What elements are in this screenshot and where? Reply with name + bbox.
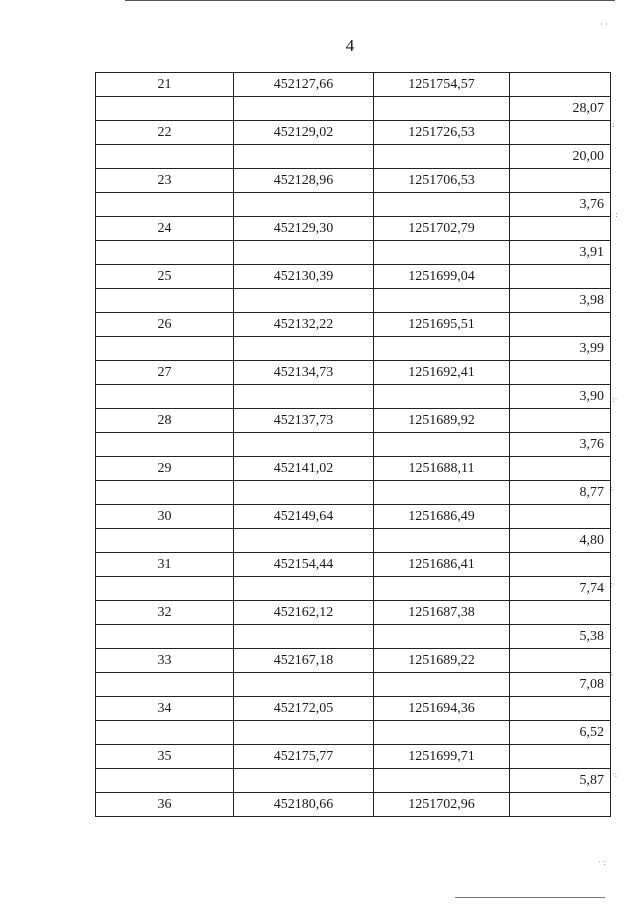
y-coordinate-cell [374, 433, 510, 457]
x-coordinate-cell: 452129,30 [234, 217, 374, 241]
point-number-cell: 34 [96, 697, 234, 721]
segment-length-cell: 5,87 [510, 769, 611, 793]
segment-length-cell: 5,38 [510, 625, 611, 649]
segment-length-cell [510, 745, 611, 769]
y-coordinate-cell: 1251689,22 [374, 649, 510, 673]
y-coordinate-cell: 1251686,49 [374, 505, 510, 529]
x-coordinate-cell [234, 721, 374, 745]
point-number-cell [96, 433, 234, 457]
segment-length-cell: 6,52 [510, 721, 611, 745]
segment-length-cell: 3,76 [510, 433, 611, 457]
table-row [96, 217, 611, 241]
point-number-cell: 22 [96, 121, 234, 145]
table-row [96, 409, 611, 433]
segment-length-cell [510, 361, 611, 385]
point-number-cell: 24 [96, 217, 234, 241]
coordinates-table [95, 72, 611, 817]
scan-speck: · · [600, 20, 608, 29]
segment-length-cell: 7,08 [510, 673, 611, 697]
table-row [96, 289, 611, 313]
x-coordinate-cell [234, 289, 374, 313]
table-row [96, 745, 611, 769]
table-row [96, 145, 611, 169]
table-row [96, 121, 611, 145]
table-row [96, 553, 611, 577]
y-coordinate-cell: 1251689,92 [374, 409, 510, 433]
x-coordinate-cell: 452129,02 [234, 121, 374, 145]
point-number-cell [96, 145, 234, 169]
x-coordinate-cell [234, 145, 374, 169]
table-row [96, 241, 611, 265]
segment-length-cell [510, 457, 611, 481]
y-coordinate-cell [374, 385, 510, 409]
segment-length-cell: 28,07 [510, 97, 611, 121]
table-row [96, 649, 611, 673]
point-number-cell: 23 [96, 169, 234, 193]
point-number-cell: 33 [96, 649, 234, 673]
x-coordinate-cell [234, 577, 374, 601]
point-number-cell [96, 97, 234, 121]
segment-length-cell [510, 553, 611, 577]
bottom-edge-line [455, 897, 605, 898]
table-row [96, 97, 611, 121]
scan-speck: : [612, 120, 615, 129]
x-coordinate-cell: 452128,96 [234, 169, 374, 193]
y-coordinate-cell: 1251702,96 [374, 793, 510, 817]
point-number-cell: 30 [96, 505, 234, 529]
segment-length-cell: 20,00 [510, 145, 611, 169]
segment-length-cell [510, 121, 611, 145]
segment-length-cell [510, 217, 611, 241]
x-coordinate-cell: 452134,73 [234, 361, 374, 385]
table-row [96, 169, 611, 193]
segment-length-cell: 3,98 [510, 289, 611, 313]
x-coordinate-cell [234, 673, 374, 697]
x-coordinate-cell [234, 193, 374, 217]
point-number-cell [96, 769, 234, 793]
segment-length-cell [510, 265, 611, 289]
table-row [96, 385, 611, 409]
x-coordinate-cell [234, 625, 374, 649]
x-coordinate-cell: 452172,05 [234, 697, 374, 721]
table-row [96, 769, 611, 793]
scan-speck: :· [610, 580, 616, 589]
scan-speck: ·: [612, 770, 618, 779]
y-coordinate-cell [374, 577, 510, 601]
y-coordinate-cell: 1251699,04 [374, 265, 510, 289]
x-coordinate-cell [234, 769, 374, 793]
segment-length-cell [510, 697, 611, 721]
segment-length-cell [510, 73, 611, 97]
table-row [96, 433, 611, 457]
point-number-cell [96, 289, 234, 313]
x-coordinate-cell: 452127,66 [234, 73, 374, 97]
segment-length-cell: 3,91 [510, 241, 611, 265]
segment-length-cell: 4,80 [510, 529, 611, 553]
point-number-cell [96, 337, 234, 361]
segment-length-cell [510, 505, 611, 529]
top-edge-line [125, 0, 615, 1]
scan-speck: · : [598, 858, 606, 867]
y-coordinate-cell [374, 193, 510, 217]
x-coordinate-cell: 452154,44 [234, 553, 374, 577]
y-coordinate-cell: 1251688,11 [374, 457, 510, 481]
y-coordinate-cell [374, 289, 510, 313]
segment-length-cell [510, 409, 611, 433]
y-coordinate-cell: 1251695,51 [374, 313, 510, 337]
x-coordinate-cell: 452180,66 [234, 793, 374, 817]
point-number-cell [96, 721, 234, 745]
y-coordinate-cell [374, 769, 510, 793]
table-row [96, 673, 611, 697]
coordinates-table-container [95, 72, 610, 817]
y-coordinate-cell: 1251726,53 [374, 121, 510, 145]
y-coordinate-cell [374, 241, 510, 265]
table-row [96, 625, 611, 649]
segment-length-cell [510, 601, 611, 625]
point-number-cell: 21 [96, 73, 234, 97]
point-number-cell: 36 [96, 793, 234, 817]
point-number-cell [96, 625, 234, 649]
point-number-cell [96, 673, 234, 697]
x-coordinate-cell [234, 529, 374, 553]
page-number: 4 [345, 36, 355, 55]
x-coordinate-cell: 452141,02 [234, 457, 374, 481]
y-coordinate-cell [374, 625, 510, 649]
x-coordinate-cell [234, 241, 374, 265]
table-row [96, 577, 611, 601]
table-row [96, 721, 611, 745]
table-row [96, 313, 611, 337]
segment-length-cell: 7,74 [510, 577, 611, 601]
point-number-cell [96, 241, 234, 265]
segment-length-cell [510, 169, 611, 193]
table-row [96, 193, 611, 217]
table-row [96, 337, 611, 361]
x-coordinate-cell: 452167,18 [234, 649, 374, 673]
table-row [96, 529, 611, 553]
point-number-cell: 28 [96, 409, 234, 433]
x-coordinate-cell: 452132,22 [234, 313, 374, 337]
point-number-cell [96, 529, 234, 553]
point-number-cell: 25 [96, 265, 234, 289]
x-coordinate-cell [234, 97, 374, 121]
x-coordinate-cell: 452175,77 [234, 745, 374, 769]
table-row [96, 697, 611, 721]
point-number-cell: 26 [96, 313, 234, 337]
y-coordinate-cell [374, 145, 510, 169]
segment-length-cell: 3,99 [510, 337, 611, 361]
table-row [96, 601, 611, 625]
x-coordinate-cell [234, 385, 374, 409]
x-coordinate-cell: 452130,39 [234, 265, 374, 289]
x-coordinate-cell [234, 433, 374, 457]
scan-speck: ⁘ [608, 485, 615, 494]
y-coordinate-cell [374, 529, 510, 553]
x-coordinate-cell: 452137,73 [234, 409, 374, 433]
segment-length-cell [510, 313, 611, 337]
y-coordinate-cell [374, 481, 510, 505]
y-coordinate-cell: 1251699,71 [374, 745, 510, 769]
y-coordinate-cell: 1251687,38 [374, 601, 510, 625]
point-number-cell [96, 193, 234, 217]
y-coordinate-cell: 1251754,57 [374, 73, 510, 97]
y-coordinate-cell: 1251706,53 [374, 169, 510, 193]
point-number-cell: 32 [96, 601, 234, 625]
table-row [96, 457, 611, 481]
point-number-cell [96, 385, 234, 409]
scan-speck: :· [612, 395, 618, 404]
table-row [96, 793, 611, 817]
segment-length-cell: 3,76 [510, 193, 611, 217]
y-coordinate-cell [374, 97, 510, 121]
segment-length-cell: 8,77 [510, 481, 611, 505]
table-row [96, 505, 611, 529]
table-row [96, 361, 611, 385]
y-coordinate-cell: 1251686,41 [374, 553, 510, 577]
scan-speck: · : [610, 210, 618, 219]
table-row [96, 481, 611, 505]
y-coordinate-cell: 1251694,36 [374, 697, 510, 721]
segment-length-cell [510, 649, 611, 673]
segment-length-cell [510, 793, 611, 817]
scan-speck: ⁘ [608, 670, 615, 679]
x-coordinate-cell: 452162,12 [234, 601, 374, 625]
table-row [96, 265, 611, 289]
x-coordinate-cell [234, 337, 374, 361]
x-coordinate-cell: 452149,64 [234, 505, 374, 529]
coordinates-table-body [96, 73, 611, 817]
y-coordinate-cell [374, 721, 510, 745]
y-coordinate-cell: 1251692,41 [374, 361, 510, 385]
point-number-cell [96, 481, 234, 505]
x-coordinate-cell [234, 481, 374, 505]
y-coordinate-cell [374, 337, 510, 361]
point-number-cell: 31 [96, 553, 234, 577]
point-number-cell: 29 [96, 457, 234, 481]
y-coordinate-cell [374, 673, 510, 697]
point-number-cell: 27 [96, 361, 234, 385]
point-number-cell: 35 [96, 745, 234, 769]
point-number-cell [96, 577, 234, 601]
y-coordinate-cell: 1251702,79 [374, 217, 510, 241]
table-row [96, 73, 611, 97]
segment-length-cell: 3,90 [510, 385, 611, 409]
